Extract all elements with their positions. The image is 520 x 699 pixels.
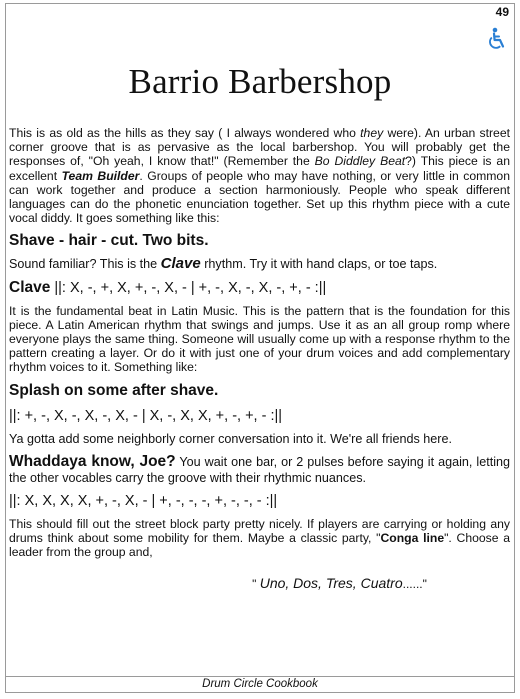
intro-italic-they: they	[360, 126, 384, 140]
clave-pattern-line	[9, 279, 510, 297]
page-title: Barrio Barbershop	[128, 62, 392, 101]
conga-line-text: Conga line	[380, 531, 445, 546]
sound-familiar-text-1: Sound familiar? This is the	[9, 257, 161, 272]
neighborly-paragraph: Ya gotta add some neighborly corner conversation into it. We're all friends here.	[9, 431, 452, 446]
whaddaya-pattern: ||: X, X, X, X, +, -, X, - | +, -, -, -, +, -, -, - :||	[9, 493, 278, 510]
closing-quote	[9, 576, 510, 591]
intro-text-4: . Groups of people who may have nothing, or very little in common can work together and produce a section harmoniously. People who speak different languages can do the phonetic enunciation together. Set up this rhythm piece with a cute vocal diddy. It goes something like this:	[9, 168, 510, 226]
page	[5, 3, 515, 693]
quote-close: ......"	[402, 576, 427, 591]
intro-team-builder: Team Builder	[61, 168, 140, 183]
whaddaya-text: You wait one bar, or 2 pulses before saying it again, letting the other vocables carry the groove with their rhythmic nuances.	[9, 454, 511, 485]
clave-pattern: ||: X, -, +, X, +, -, X, - | +, -, X, -, X, -, +, - :||	[50, 279, 327, 296]
fundamental-paragraph: It is the fundamental beat in Latin Music. This is the pattern that is the foundation for this piece. A Latin American rhythm that swings and jumps. Use it as an all group romp where everyone plays the same thing. Someone will usually come up with a response rhythm to the pattern creating a layer. Or do it with just one of your drum voices and add complementary rhythm voices to it. Something like:	[9, 303, 510, 375]
quote-open: "	[252, 576, 260, 591]
clave-label: Clave	[9, 278, 51, 296]
footer-divider	[6, 676, 514, 677]
quote-text: Uno, Dos, Tres, Cuatro	[259, 574, 403, 591]
closing-text-2: ". Choose a leader from the group and,	[9, 531, 511, 560]
whaddaya-heading: Whaddaya know, Joe?	[9, 452, 176, 470]
footer-book-title: Drum Circle Cookbook	[202, 678, 318, 690]
wheelchair-accessibility-icon[interactable]	[487, 27, 507, 51]
page-number: 49	[495, 5, 509, 19]
sound-familiar-text-2: rhythm. Try it with hand claps, or toe taps.	[200, 257, 438, 272]
intro-text-2: were). An urban street corner groove that is as pervasive as the local barbershop. You will probably get the responses of, "Oh yeah, I know that!" (Remember the	[9, 126, 510, 169]
splash-pattern: ||: +, -, X, -, X, -, X, - | X, -, X, X, +, -, +, - :||	[9, 407, 283, 424]
splash-heading: Splash on some after shave.	[9, 381, 219, 399]
whaddaya-paragraph	[9, 453, 510, 485]
intro-text-1: This is as old as the hills as they say ( I always wondered who	[9, 126, 361, 140]
intro-text-3: ?) This piece is an excellent	[9, 154, 510, 183]
shave-heading: Shave - hair - cut. Two bits.	[9, 232, 209, 250]
sound-familiar-paragraph	[9, 257, 510, 271]
closing-paragraph	[9, 517, 510, 560]
clave-word: Clave	[160, 255, 201, 273]
intro-paragraph	[9, 126, 510, 225]
intro-italic-bo-diddley: Bo Diddley Beat	[314, 154, 406, 169]
closing-text-1: This should fill out the street block party pretty nicely. If players are carrying or holding any drums think about some mobility for them. Maybe a classic party, "	[9, 517, 510, 546]
article-body	[9, 126, 510, 591]
